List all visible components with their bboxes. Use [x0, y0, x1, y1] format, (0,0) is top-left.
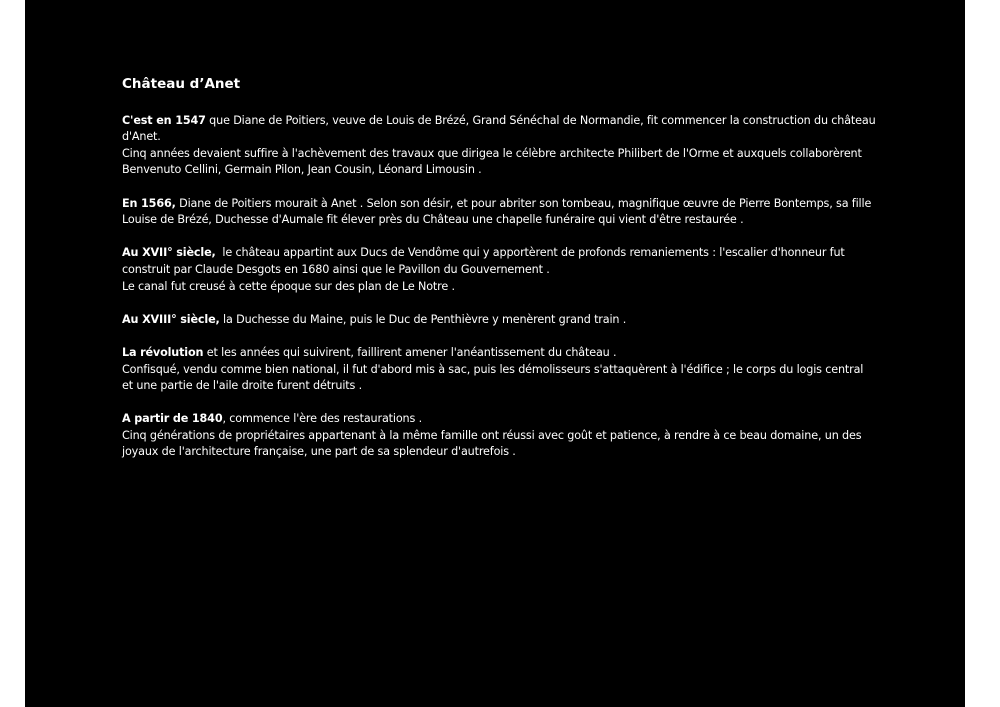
text-line: et une partie de l'aile droite furent détruits . — [122, 379, 363, 393]
document-body — [122, 76, 887, 478]
text-line: Le canal fut creusé à cette époque sur des plan de Le Notre . — [122, 279, 455, 293]
text-line: Confisqué, vendu comme bien national, il fut d'abord mis à sac, puis les démolisseurs s'attaquèrent à l'édifice ; le corps du logis central — [122, 362, 864, 376]
text-line: La révolution et les années qui suivirent, faillirent amener l'anéantissement du château . — [122, 345, 617, 359]
text-line: Cinq années devaient suffire à l'achèvement des travaux que dirigea le célèbre architecte Philibert de l'Orme et auxquels collaborèrent — [122, 146, 862, 160]
document-page — [25, 0, 965, 707]
paragraph-lead: En 1566, — [122, 196, 176, 210]
paragraph-xvii-century — [122, 245, 887, 295]
paragraph-1547 — [122, 113, 887, 179]
text-line: Cinq générations de propriétaires appartenant à la même famille ont réussi avec goût et patience, à rendre à ce beau domaine, un des — [122, 428, 862, 442]
paragraph-1840 — [122, 411, 887, 461]
text-line: Benvenuto Cellini, Germain Pilon, Jean Cousin, Léonard Limousin . — [122, 163, 482, 177]
paragraph-lead: C'est en 1547 — [122, 113, 206, 127]
text-line: joyaux de l'architecture française, une part de sa splendeur d'autrefois . — [122, 445, 516, 459]
paragraph-lead: Au XVII° siècle, — [122, 246, 216, 260]
paragraph-lead: A partir de 1840 — [122, 412, 223, 426]
paragraph-revolution — [122, 345, 887, 395]
paragraph-lead: Au XVIII° siècle, — [122, 312, 220, 326]
text-line: d'Anet. — [122, 130, 161, 144]
paragraph-1566 — [122, 196, 887, 229]
paragraph-lead: La révolution — [122, 345, 204, 359]
text-line: Au XVIII° siècle, la Duchesse du Maine, puis le Duc de Penthièvre y menèrent grand train . — [122, 312, 627, 326]
text-line: En 1566, Diane de Poitiers mourait à Anet . Selon son désir, et pour abriter son tombeau, magnifique œuvre de Pierre Bontemps, sa fille — [122, 196, 872, 210]
paragraph-xviii-century — [122, 312, 887, 329]
text-line: A partir de 1840, commence l'ère des restaurations . — [122, 412, 422, 426]
text-line: Louise de Brézé, Duchesse d'Aumale fit élever près du Château une chapelle funéraire qui vient d'être restaurée . — [122, 213, 744, 227]
text-line: C'est en 1547 que Diane de Poitiers, veuve de Louis de Brézé, Grand Sénéchal de Normandie, fit commencer la construction du château — [122, 113, 876, 127]
text-line: Au XVII° siècle, le château appartint aux Ducs de Vendôme qui y apportèrent de profonds remaniements : l'escalier d'honneur fut — [122, 246, 845, 260]
text-line: construit par Claude Desgots en 1680 ainsi que le Pavillon du Gouvernement . — [122, 262, 550, 276]
page-title: Château d’Anet — [122, 76, 241, 92]
